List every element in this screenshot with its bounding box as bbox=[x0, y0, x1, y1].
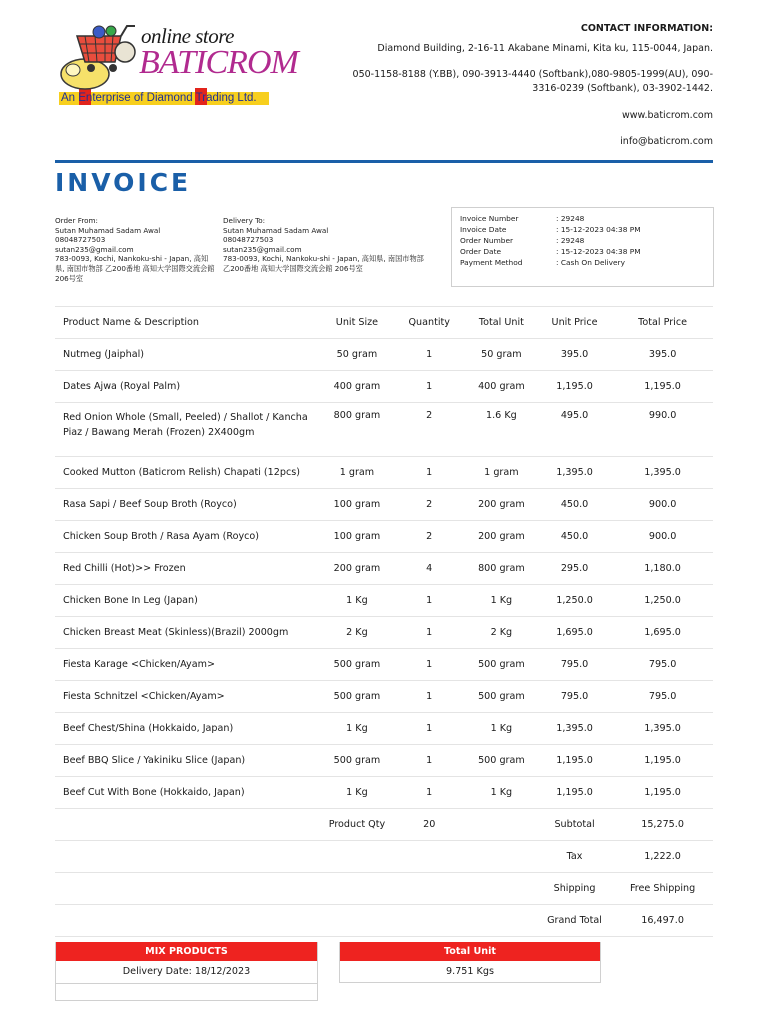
quantity: 1 bbox=[393, 713, 466, 745]
table-row bbox=[55, 489, 713, 521]
unit-price: 1,395.0 bbox=[537, 713, 612, 745]
total-unit: 500 gram bbox=[466, 745, 537, 777]
total-unit: 1 Kg bbox=[466, 713, 537, 745]
table-row bbox=[55, 403, 713, 457]
total-unit: 1 Kg bbox=[466, 777, 537, 809]
items-table bbox=[55, 306, 713, 937]
product-name: Dates Ajwa (Royal Palm) bbox=[55, 371, 321, 403]
summary-spacer bbox=[393, 905, 466, 937]
product-name: Red Chilli (Hot)>> Frozen bbox=[55, 553, 321, 585]
unit-price: 1,195.0 bbox=[537, 777, 612, 809]
column-header: Quantity bbox=[393, 307, 466, 339]
quantity: 1 bbox=[393, 649, 466, 681]
unit-size: 400 gram bbox=[321, 371, 392, 403]
company-logo bbox=[55, 22, 298, 112]
quantity: 2 bbox=[393, 489, 466, 521]
summary-spacer bbox=[466, 905, 537, 937]
unit-price: 1,395.0 bbox=[537, 457, 612, 489]
total-unit-header: Total Unit bbox=[340, 942, 600, 961]
product-name: Chicken Breast Meat (Skinless)(Brazil) 2000gm bbox=[55, 617, 321, 649]
table-row bbox=[55, 649, 713, 681]
unit-price: 450.0 bbox=[537, 489, 612, 521]
product-name: Nutmeg (Jaiphal) bbox=[55, 339, 321, 371]
unit-size: 1 Kg bbox=[321, 713, 392, 745]
summary-spacer bbox=[321, 841, 392, 873]
summary-spacer bbox=[393, 873, 466, 905]
quantity: 4 bbox=[393, 553, 466, 585]
summary-row-tax bbox=[55, 841, 713, 873]
meta-value: : Cash On Delivery bbox=[556, 258, 625, 267]
meta-row-invoice-date bbox=[460, 225, 641, 234]
product-name: Chicken Bone In Leg (Japan) bbox=[55, 585, 321, 617]
mix-products-delivery-date: Delivery Date: 18/12/2023 bbox=[56, 961, 317, 984]
summary-row-shipping bbox=[55, 873, 713, 905]
contact-email[interactable]: info@baticrom.com bbox=[620, 136, 713, 147]
delivery-to-label: Delivery To: bbox=[223, 216, 266, 225]
quantity: 2 bbox=[393, 521, 466, 553]
table-row bbox=[55, 457, 713, 489]
meta-value: : 29248 bbox=[556, 214, 585, 223]
meta-row-payment-method bbox=[460, 258, 625, 267]
column-header: Unit Size bbox=[321, 307, 392, 339]
total-unit: 50 gram bbox=[466, 339, 537, 371]
total-unit: 200 gram bbox=[466, 489, 537, 521]
total-unit: 1.6 Kg bbox=[466, 403, 537, 457]
total-unit: 2 Kg bbox=[466, 617, 537, 649]
table-row bbox=[55, 745, 713, 777]
total-unit: 500 gram bbox=[466, 681, 537, 713]
quantity: 1 bbox=[393, 681, 466, 713]
unit-size: 1 Kg bbox=[321, 777, 392, 809]
order-from-phone: 08048727503 bbox=[55, 235, 106, 245]
delivery-to-phone: 08048727503 bbox=[223, 235, 274, 245]
quantity: 1 bbox=[393, 457, 466, 489]
contact-address: Diamond Building, 2-16-11 Akabane Minami, Kita ku, 115-0044, Japan. bbox=[377, 43, 713, 54]
total-price: 1,195.0 bbox=[612, 777, 713, 809]
product-qty-label: Product Qty bbox=[321, 809, 392, 841]
summary-spacer bbox=[55, 905, 321, 937]
total-price: 1,195.0 bbox=[612, 371, 713, 403]
order-from-label: Order From: bbox=[55, 216, 98, 225]
total-price: 990.0 bbox=[612, 403, 713, 457]
table-row bbox=[55, 585, 713, 617]
table-row bbox=[55, 617, 713, 649]
unit-size: 500 gram bbox=[321, 649, 392, 681]
total-price: 900.0 bbox=[612, 521, 713, 553]
meta-label: Payment Method bbox=[460, 258, 523, 267]
quantity: 1 bbox=[393, 371, 466, 403]
contact-phones: 050-1158-8188 (Y.BB), 090-3913-4440 (Softbank),080-9805-1999(AU), 090-3316-0239 (Softbank), 03-3902-1442. bbox=[352, 69, 713, 94]
total-price: 795.0 bbox=[612, 681, 713, 713]
total-price: 900.0 bbox=[612, 489, 713, 521]
unit-price: 1,250.0 bbox=[537, 585, 612, 617]
logo-online-store-text: online store bbox=[141, 24, 234, 48]
delivery-to-address: 783-0093, Kochi, Nankoku-shi - Japan, 高知県, 南国市物部 乙200番地 高知大学国際交流会館 206号室 bbox=[223, 254, 424, 273]
meta-row-order-date bbox=[460, 247, 641, 256]
mix-products-box bbox=[55, 942, 318, 1001]
tax-label: Tax bbox=[537, 841, 612, 873]
summary-spacer bbox=[466, 873, 537, 905]
table-row bbox=[55, 681, 713, 713]
logo-tagline: An Enterprise of Diamond Trading Ltd. bbox=[61, 92, 257, 104]
unit-price: 795.0 bbox=[537, 681, 612, 713]
unit-price: 295.0 bbox=[537, 553, 612, 585]
unit-price: 395.0 bbox=[537, 339, 612, 371]
total-price: 1,395.0 bbox=[612, 457, 713, 489]
table-header-row bbox=[55, 307, 713, 339]
unit-size: 100 gram bbox=[321, 489, 392, 521]
unit-price: 1,695.0 bbox=[537, 617, 612, 649]
grand-total-value: 16,497.0 bbox=[612, 905, 713, 937]
summary-spacer bbox=[321, 873, 392, 905]
total-unit-box bbox=[339, 942, 601, 983]
unit-size: 2 Kg bbox=[321, 617, 392, 649]
unit-price: 1,195.0 bbox=[537, 745, 612, 777]
unit-size: 500 gram bbox=[321, 681, 392, 713]
summary-spacer bbox=[393, 841, 466, 873]
table-row bbox=[55, 553, 713, 585]
total-unit: 200 gram bbox=[466, 521, 537, 553]
meta-row-order-number bbox=[460, 236, 585, 245]
column-header: Unit Price bbox=[537, 307, 612, 339]
quantity: 1 bbox=[393, 339, 466, 371]
column-header: Total Price bbox=[612, 307, 713, 339]
total-unit: 1 Kg bbox=[466, 585, 537, 617]
shopping-cart-icon bbox=[55, 22, 141, 94]
product-name: Rasa Sapi / Beef Soup Broth (Royco) bbox=[55, 489, 321, 521]
total-price: 1,395.0 bbox=[612, 713, 713, 745]
unit-price: 795.0 bbox=[537, 649, 612, 681]
unit-price: 1,195.0 bbox=[537, 371, 612, 403]
product-name-text: Red Onion Whole (Small, Peeled) / Shallot / Kancha Piaz / Bawang Merah (Frozen) 2X400gm bbox=[63, 412, 308, 438]
unit-size: 800 gram bbox=[321, 403, 392, 457]
contact-title: CONTACT INFORMATION: bbox=[580, 23, 713, 34]
total-price: 1,250.0 bbox=[612, 585, 713, 617]
order-from-email: sutan235@gmail.com bbox=[55, 244, 134, 254]
summary-spacer bbox=[55, 809, 321, 841]
product-name: Fiesta Schnitzel <Chicken/Ayam> bbox=[55, 681, 321, 713]
mix-products-header: MIX PRODUCTS bbox=[56, 942, 317, 961]
quantity: 1 bbox=[393, 777, 466, 809]
summary-spacer bbox=[55, 841, 321, 873]
column-header: Product Name & Description bbox=[55, 307, 321, 339]
subtotal-value: 15,275.0 bbox=[612, 809, 713, 841]
total-price: 395.0 bbox=[612, 339, 713, 371]
product-name bbox=[55, 403, 321, 457]
order-from-address: 783-0093, Kochi, Nankoku-shi - Japan, 高知県, 南国市物部 乙200番地 高知大学国際交流会館 206号室 bbox=[55, 254, 215, 283]
meta-value: : 29248 bbox=[556, 236, 585, 245]
contact-website[interactable]: www.baticrom.com bbox=[622, 110, 713, 121]
total-price: 1,695.0 bbox=[612, 617, 713, 649]
quantity: 1 bbox=[393, 585, 466, 617]
meta-label: Invoice Date bbox=[460, 225, 507, 234]
table-row bbox=[55, 521, 713, 553]
product-name: Beef Cut With Bone (Hokkaido, Japan) bbox=[55, 777, 321, 809]
product-name: Beef Chest/Shina (Hokkaido, Japan) bbox=[55, 713, 321, 745]
unit-size: 1 Kg bbox=[321, 585, 392, 617]
total-unit: 1 gram bbox=[466, 457, 537, 489]
shipping-label: Shipping bbox=[537, 873, 612, 905]
meta-value: : 15-12-2023 04:38 PM bbox=[556, 247, 641, 256]
unit-price: 450.0 bbox=[537, 521, 612, 553]
meta-label: Invoice Number bbox=[460, 214, 519, 223]
summary-row-grand-total bbox=[55, 905, 713, 937]
meta-label: Order Date bbox=[460, 247, 502, 256]
quantity: 1 bbox=[393, 617, 466, 649]
unit-size: 50 gram bbox=[321, 339, 392, 371]
total-price: 795.0 bbox=[612, 649, 713, 681]
meta-label: Order Number bbox=[460, 236, 514, 245]
shipping-value: Free Shipping bbox=[612, 873, 713, 905]
summary-spacer bbox=[466, 809, 537, 841]
header-divider bbox=[55, 160, 713, 163]
order-from-name: Sutan Muhamad Sadam Awal bbox=[55, 225, 161, 235]
summary-spacer bbox=[321, 905, 392, 937]
total-unit: 500 gram bbox=[466, 649, 537, 681]
column-header: Total Unit bbox=[466, 307, 537, 339]
total-unit-value: 9.751 Kgs bbox=[446, 966, 494, 977]
table-row bbox=[55, 371, 713, 403]
quantity: 2 bbox=[393, 403, 466, 457]
unit-size: 200 gram bbox=[321, 553, 392, 585]
product-qty-value: 20 bbox=[393, 809, 466, 841]
unit-size: 1 gram bbox=[321, 457, 392, 489]
tax-value: 1,222.0 bbox=[612, 841, 713, 873]
summary-spacer bbox=[466, 841, 537, 873]
product-name: Fiesta Karage <Chicken/Ayam> bbox=[55, 649, 321, 681]
meta-value: : 15-12-2023 04:38 PM bbox=[556, 225, 641, 234]
unit-size: 500 gram bbox=[321, 745, 392, 777]
delivery-to-block bbox=[223, 216, 428, 274]
table-row bbox=[55, 777, 713, 809]
total-unit: 400 gram bbox=[466, 371, 537, 403]
table-row bbox=[55, 339, 713, 371]
delivery-to-email: sutan235@gmail.com bbox=[223, 244, 302, 254]
subtotal-label: Subtotal bbox=[537, 809, 612, 841]
summary-row-product-qty bbox=[55, 809, 713, 841]
unit-price: 495.0 bbox=[537, 403, 612, 457]
product-name: Cooked Mutton (Baticrom Relish) Chapati (12pcs) bbox=[55, 457, 321, 489]
quantity: 1 bbox=[393, 745, 466, 777]
order-from-block bbox=[55, 216, 215, 283]
table-row bbox=[55, 713, 713, 745]
product-name: Beef BBQ Slice / Yakiniku Slice (Japan) bbox=[55, 745, 321, 777]
meta-row-invoice-number bbox=[460, 214, 585, 223]
unit-size: 100 gram bbox=[321, 521, 392, 553]
delivery-to-name: Sutan Muhamad Sadam Awal bbox=[223, 225, 329, 235]
total-price: 1,180.0 bbox=[612, 553, 713, 585]
summary-spacer bbox=[55, 873, 321, 905]
grand-total-label: Grand Total bbox=[537, 905, 612, 937]
invoice-meta-box bbox=[451, 207, 714, 287]
logo-brand-name: BATICROM bbox=[139, 44, 298, 81]
total-price: 1,195.0 bbox=[612, 745, 713, 777]
product-name: Chicken Soup Broth / Rasa Ayam (Royco) bbox=[55, 521, 321, 553]
total-unit: 800 gram bbox=[466, 553, 537, 585]
invoice-title: INVOICE bbox=[55, 168, 192, 197]
